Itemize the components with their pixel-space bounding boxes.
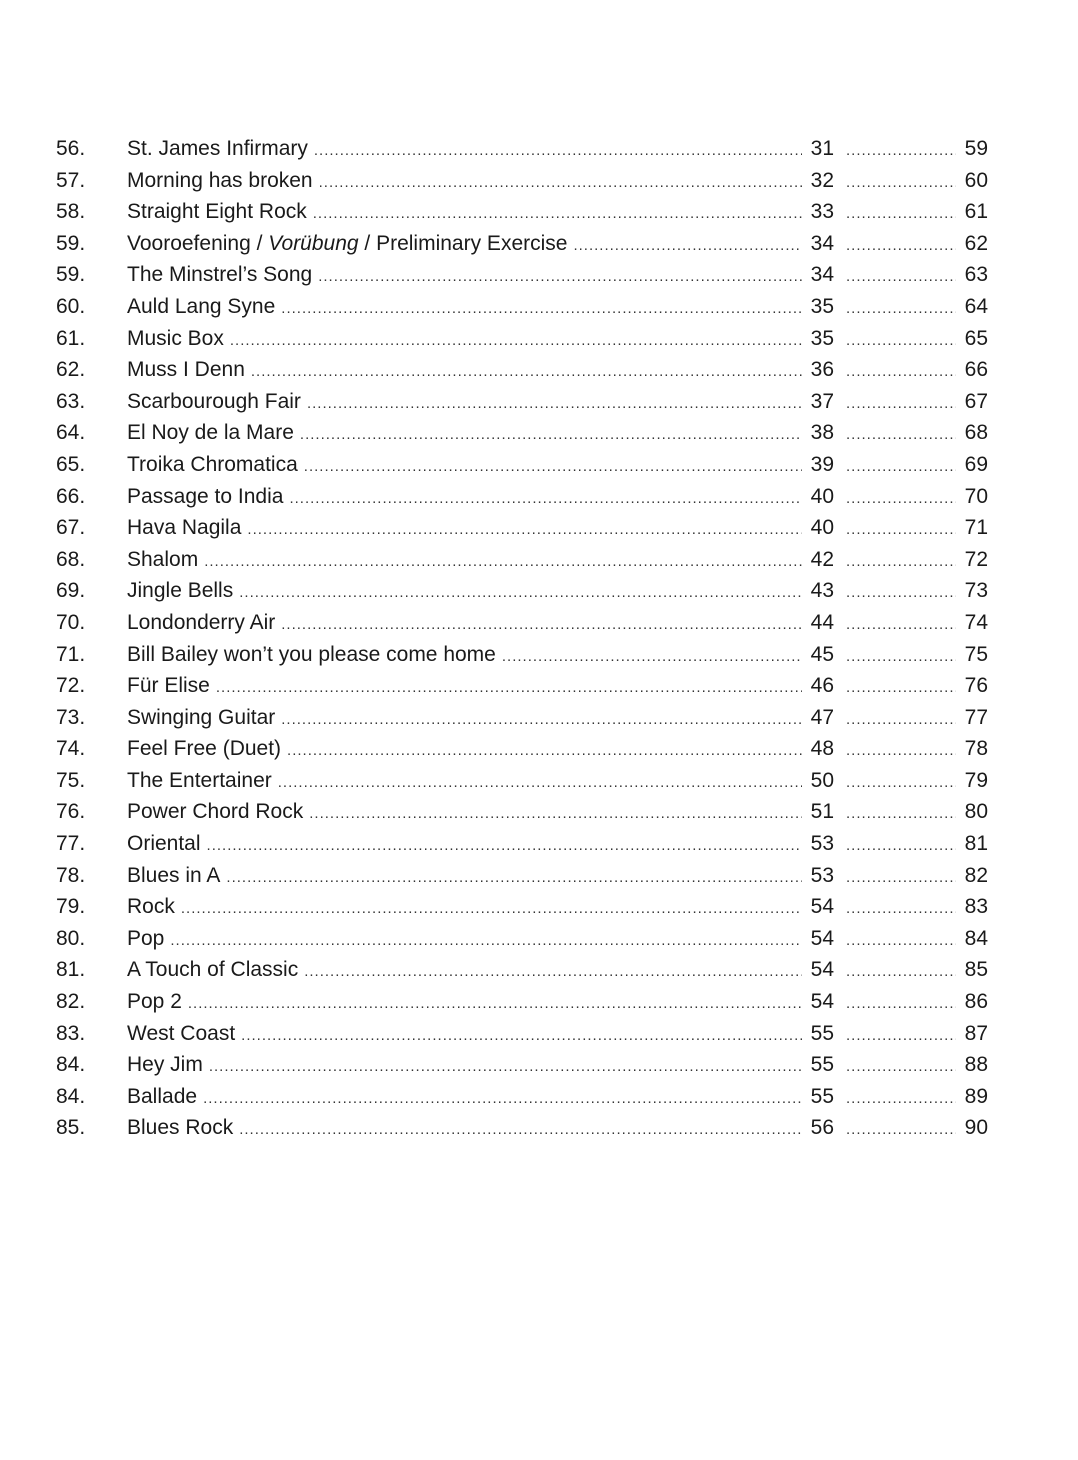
entry-number: 81. — [56, 958, 86, 982]
dot-leader — [319, 167, 802, 199]
entry-title: Bill Bailey won’t you please come home — [127, 642, 496, 666]
entry-page-1: 32 — [810, 168, 834, 192]
dot-leader — [846, 356, 956, 388]
entry-page-1: 43 — [810, 579, 834, 603]
toc-row — [56, 449, 988, 481]
entry-title: The Minstrel’s Song — [127, 263, 313, 287]
dot-leader — [281, 293, 802, 325]
entry-number: 73. — [56, 705, 86, 729]
entry-page-1: 35 — [810, 326, 834, 350]
entry-page-1: 45 — [810, 642, 834, 666]
entry-page-2: 70 — [964, 484, 988, 508]
entry-page-1: 48 — [810, 737, 834, 761]
entry-number: 79. — [56, 895, 86, 919]
toc-row — [56, 575, 988, 607]
entry-page-2: 61 — [964, 200, 988, 224]
entry-page-1: 55 — [810, 1084, 834, 1108]
dot-leader — [846, 830, 956, 862]
entry-page-2: 69 — [964, 452, 988, 476]
dot-leader — [846, 261, 956, 293]
dot-leader — [846, 577, 956, 609]
dot-leader — [846, 862, 956, 894]
entry-number: 65. — [56, 452, 86, 476]
dot-leader — [207, 830, 802, 862]
toc-row — [56, 607, 988, 639]
entry-page-2: 83 — [964, 895, 988, 919]
dot-leader — [204, 546, 802, 578]
dot-leader — [846, 388, 956, 420]
entry-title: Troika Chromatica — [127, 452, 298, 476]
toc-row — [56, 702, 988, 734]
dot-leader — [846, 1083, 956, 1115]
entry-page-1: 44 — [810, 610, 834, 634]
entry-page-1: 50 — [810, 768, 834, 792]
entry-page-1: 51 — [810, 800, 834, 824]
dot-leader — [846, 609, 956, 641]
dot-leader — [226, 862, 802, 894]
entry-number: 72. — [56, 674, 86, 698]
entry-page-2: 86 — [964, 990, 988, 1014]
toc-row — [56, 796, 988, 828]
entry-page-1: 46 — [810, 674, 834, 698]
entry-title: Muss I Denn — [127, 358, 245, 382]
entry-page-2: 60 — [964, 168, 988, 192]
dot-leader — [278, 767, 802, 799]
toc-row — [56, 1049, 988, 1081]
dot-leader — [846, 735, 956, 767]
toc-row — [56, 670, 988, 702]
dot-leader — [846, 135, 956, 167]
dot-leader — [230, 325, 802, 357]
entry-number: 61. — [56, 326, 86, 350]
toc-row — [56, 1081, 988, 1113]
dot-leader — [188, 988, 802, 1020]
toc-row — [56, 323, 988, 355]
table-of-contents — [56, 133, 988, 1144]
entry-page-1: 47 — [810, 705, 834, 729]
dot-leader — [846, 925, 956, 957]
entry-number: 62. — [56, 358, 86, 382]
entry-title: St. James Infirmary — [127, 137, 308, 160]
toc-row — [56, 733, 988, 765]
entry-title: Pop 2 — [127, 990, 182, 1014]
dot-leader — [846, 988, 956, 1020]
entry-title-part: Vooroefening / — [127, 231, 269, 255]
entry-page-1: 38 — [810, 421, 834, 445]
entry-page-2: 64 — [964, 294, 988, 318]
entry-title: Blues in A — [127, 863, 221, 887]
entry-title: Auld Lang Syne — [127, 294, 276, 318]
toc-row — [56, 133, 988, 165]
entry-number: 67. — [56, 516, 86, 540]
entry-page-1: 54 — [810, 958, 834, 982]
entry-page-2: 77 — [964, 705, 988, 729]
entry-number: 56. — [56, 137, 86, 160]
entry-title: Hey Jim — [127, 1053, 203, 1077]
entry-number: 77. — [56, 832, 86, 856]
dot-leader — [846, 1020, 956, 1052]
toc-row — [56, 1018, 988, 1050]
entry-page-2: 82 — [964, 863, 988, 887]
entry-page-2: 76 — [964, 674, 988, 698]
entry-page-2: 90 — [964, 1116, 988, 1140]
dot-leader — [216, 672, 802, 704]
toc-row — [56, 891, 988, 923]
entry-number: 84. — [56, 1053, 86, 1077]
entry-page-2: 74 — [964, 610, 988, 634]
dot-leader — [846, 325, 956, 357]
entry-number: 69. — [56, 579, 86, 603]
entry-number: 66. — [56, 484, 86, 508]
dot-leader — [846, 704, 956, 736]
entry-page-2: 73 — [964, 579, 988, 603]
entry-page-2: 71 — [964, 516, 988, 540]
entry-page-1: 31 — [810, 137, 834, 160]
entry-page-1: 54 — [810, 895, 834, 919]
entry-title: West Coast — [127, 1021, 236, 1045]
dot-leader — [181, 893, 802, 925]
entry-title: Jingle Bells — [127, 579, 234, 603]
entry-number: 85. — [56, 1116, 86, 1140]
entry-page-2: 66 — [964, 358, 988, 382]
entry-title: Oriental — [127, 832, 201, 856]
entry-title-italic-part: Vorübung — [268, 231, 359, 255]
dot-leader — [304, 956, 802, 988]
toc-row — [56, 512, 988, 544]
entry-number: 84. — [56, 1084, 86, 1108]
entry-title: Blues Rock — [127, 1116, 234, 1140]
dot-leader — [309, 798, 802, 830]
entry-page-2: 85 — [964, 958, 988, 982]
dot-leader — [251, 356, 802, 388]
entry-page-2: 72 — [964, 547, 988, 571]
toc-row — [56, 354, 988, 386]
dot-leader — [304, 451, 802, 483]
entry-number: 57. — [56, 168, 86, 192]
toc-row — [56, 165, 988, 197]
entry-page-1: 55 — [810, 1053, 834, 1077]
toc-row — [56, 544, 988, 576]
entry-page-1: 40 — [810, 484, 834, 508]
dot-leader — [846, 672, 956, 704]
dot-leader — [287, 735, 802, 767]
entry-number: 68. — [56, 547, 86, 571]
entry-page-2: 67 — [964, 389, 988, 413]
entry-number: 75. — [56, 768, 86, 792]
toc-row — [56, 639, 988, 671]
dot-leader — [241, 1020, 802, 1052]
entry-title: Hava Nagila — [127, 516, 242, 540]
dot-leader — [203, 1083, 802, 1115]
dot-leader — [846, 167, 956, 199]
entry-page-2: 81 — [964, 832, 988, 856]
toc-row — [56, 765, 988, 797]
dot-leader — [247, 514, 802, 546]
entry-title: The Entertainer — [127, 768, 272, 792]
entry-title: Londonderry Air — [127, 610, 276, 634]
entry-page-1: 54 — [810, 990, 834, 1014]
entry-title — [127, 228, 567, 260]
toc-row — [56, 481, 988, 513]
dot-leader — [846, 483, 956, 515]
dot-leader — [573, 230, 802, 262]
dot-leader — [281, 609, 802, 641]
entry-page-1: 34 — [810, 231, 834, 255]
entry-page-2: 62 — [964, 231, 988, 255]
dot-leader — [289, 483, 802, 515]
entry-page-1: 53 — [810, 863, 834, 887]
toc-row — [56, 986, 988, 1018]
entry-title-part: / Preliminary Exercise — [358, 231, 568, 255]
dot-leader — [846, 1051, 956, 1083]
dot-leader — [239, 1114, 802, 1146]
dot-leader — [846, 546, 956, 578]
entry-page-1: 40 — [810, 516, 834, 540]
dot-leader — [846, 798, 956, 830]
toc-row — [56, 196, 988, 228]
entry-title: Swinging Guitar — [127, 705, 276, 729]
dot-leader — [318, 261, 802, 293]
toc-row — [56, 828, 988, 860]
entry-number: 80. — [56, 926, 86, 950]
entry-page-2: 88 — [964, 1053, 988, 1077]
entry-title: El Noy de la Mare — [127, 421, 294, 445]
entry-page-1: 55 — [810, 1021, 834, 1045]
entry-title: Music Box — [127, 326, 224, 350]
entry-number: 60. — [56, 294, 86, 318]
entry-title: Ballade — [127, 1084, 198, 1108]
toc-row — [56, 1112, 988, 1144]
dot-leader — [846, 419, 956, 451]
entry-page-1: 36 — [810, 358, 834, 382]
entry-page-2: 75 — [964, 642, 988, 666]
entry-page-2: 84 — [964, 926, 988, 950]
entry-title: Scarbourough Fair — [127, 389, 301, 413]
entry-page-1: 54 — [810, 926, 834, 950]
entry-page-1: 34 — [810, 263, 834, 287]
entry-title: Shalom — [127, 547, 199, 571]
entry-number: 64. — [56, 421, 86, 445]
entry-title: Power Chord Rock — [127, 800, 304, 824]
entry-number: 82. — [56, 990, 86, 1014]
toc-row — [56, 923, 988, 955]
entry-number: 63. — [56, 389, 86, 413]
entry-page-1: 39 — [810, 452, 834, 476]
dot-leader — [846, 514, 956, 546]
entry-title: Morning has broken — [127, 168, 313, 192]
entry-title: Rock — [127, 895, 175, 919]
dot-leader — [846, 451, 956, 483]
dot-leader — [300, 419, 802, 451]
dot-leader — [170, 925, 802, 957]
entry-page-1: 53 — [810, 832, 834, 856]
dot-leader — [846, 767, 956, 799]
dot-leader — [846, 198, 956, 230]
entry-page-2: 59 — [964, 137, 988, 160]
entry-number: 74. — [56, 737, 86, 761]
dot-leader — [239, 577, 802, 609]
toc-row — [56, 417, 988, 449]
entry-number: 59. — [56, 263, 86, 287]
entry-title: Straight Eight Rock — [127, 200, 307, 224]
toc-row — [56, 228, 988, 260]
entry-page-2: 68 — [964, 421, 988, 445]
entry-page-2: 79 — [964, 768, 988, 792]
entry-title: Passage to India — [127, 484, 284, 508]
dot-leader — [846, 1114, 956, 1146]
entry-number: 71. — [56, 642, 86, 666]
entry-number: 83. — [56, 1021, 86, 1045]
entry-number: 70. — [56, 610, 86, 634]
entry-title: A Touch of Classic — [127, 958, 299, 982]
dot-leader — [307, 388, 802, 420]
entry-title: Für Elise — [127, 674, 210, 698]
toc-row — [56, 386, 988, 418]
entry-page-2: 80 — [964, 800, 988, 824]
dot-leader — [502, 641, 802, 673]
entry-page-2: 87 — [964, 1021, 988, 1045]
dot-leader — [846, 893, 956, 925]
dot-leader — [314, 135, 802, 167]
entry-page-2: 89 — [964, 1084, 988, 1108]
toc-row — [56, 259, 988, 291]
dot-leader — [846, 641, 956, 673]
entry-title: Pop — [127, 926, 165, 950]
toc-row — [56, 291, 988, 323]
entry-number: 58. — [56, 200, 86, 224]
entry-page-2: 63 — [964, 263, 988, 287]
entry-number: 59. — [56, 231, 86, 255]
entry-number: 78. — [56, 863, 86, 887]
entry-title: Feel Free (Duet) — [127, 737, 282, 761]
entry-number: 76. — [56, 800, 86, 824]
entry-page-1: 35 — [810, 294, 834, 318]
toc-row — [56, 860, 988, 892]
dot-leader — [281, 704, 802, 736]
dot-leader — [846, 956, 956, 988]
dot-leader — [846, 230, 956, 262]
toc-row — [56, 954, 988, 986]
dot-leader — [313, 198, 802, 230]
entry-page-1: 42 — [810, 547, 834, 571]
entry-page-1: 56 — [810, 1116, 834, 1140]
dot-leader — [846, 293, 956, 325]
entry-page-2: 78 — [964, 737, 988, 761]
entry-page-1: 33 — [810, 200, 834, 224]
dot-leader — [209, 1051, 802, 1083]
entry-page-1: 37 — [810, 389, 834, 413]
entry-page-2: 65 — [964, 326, 988, 350]
